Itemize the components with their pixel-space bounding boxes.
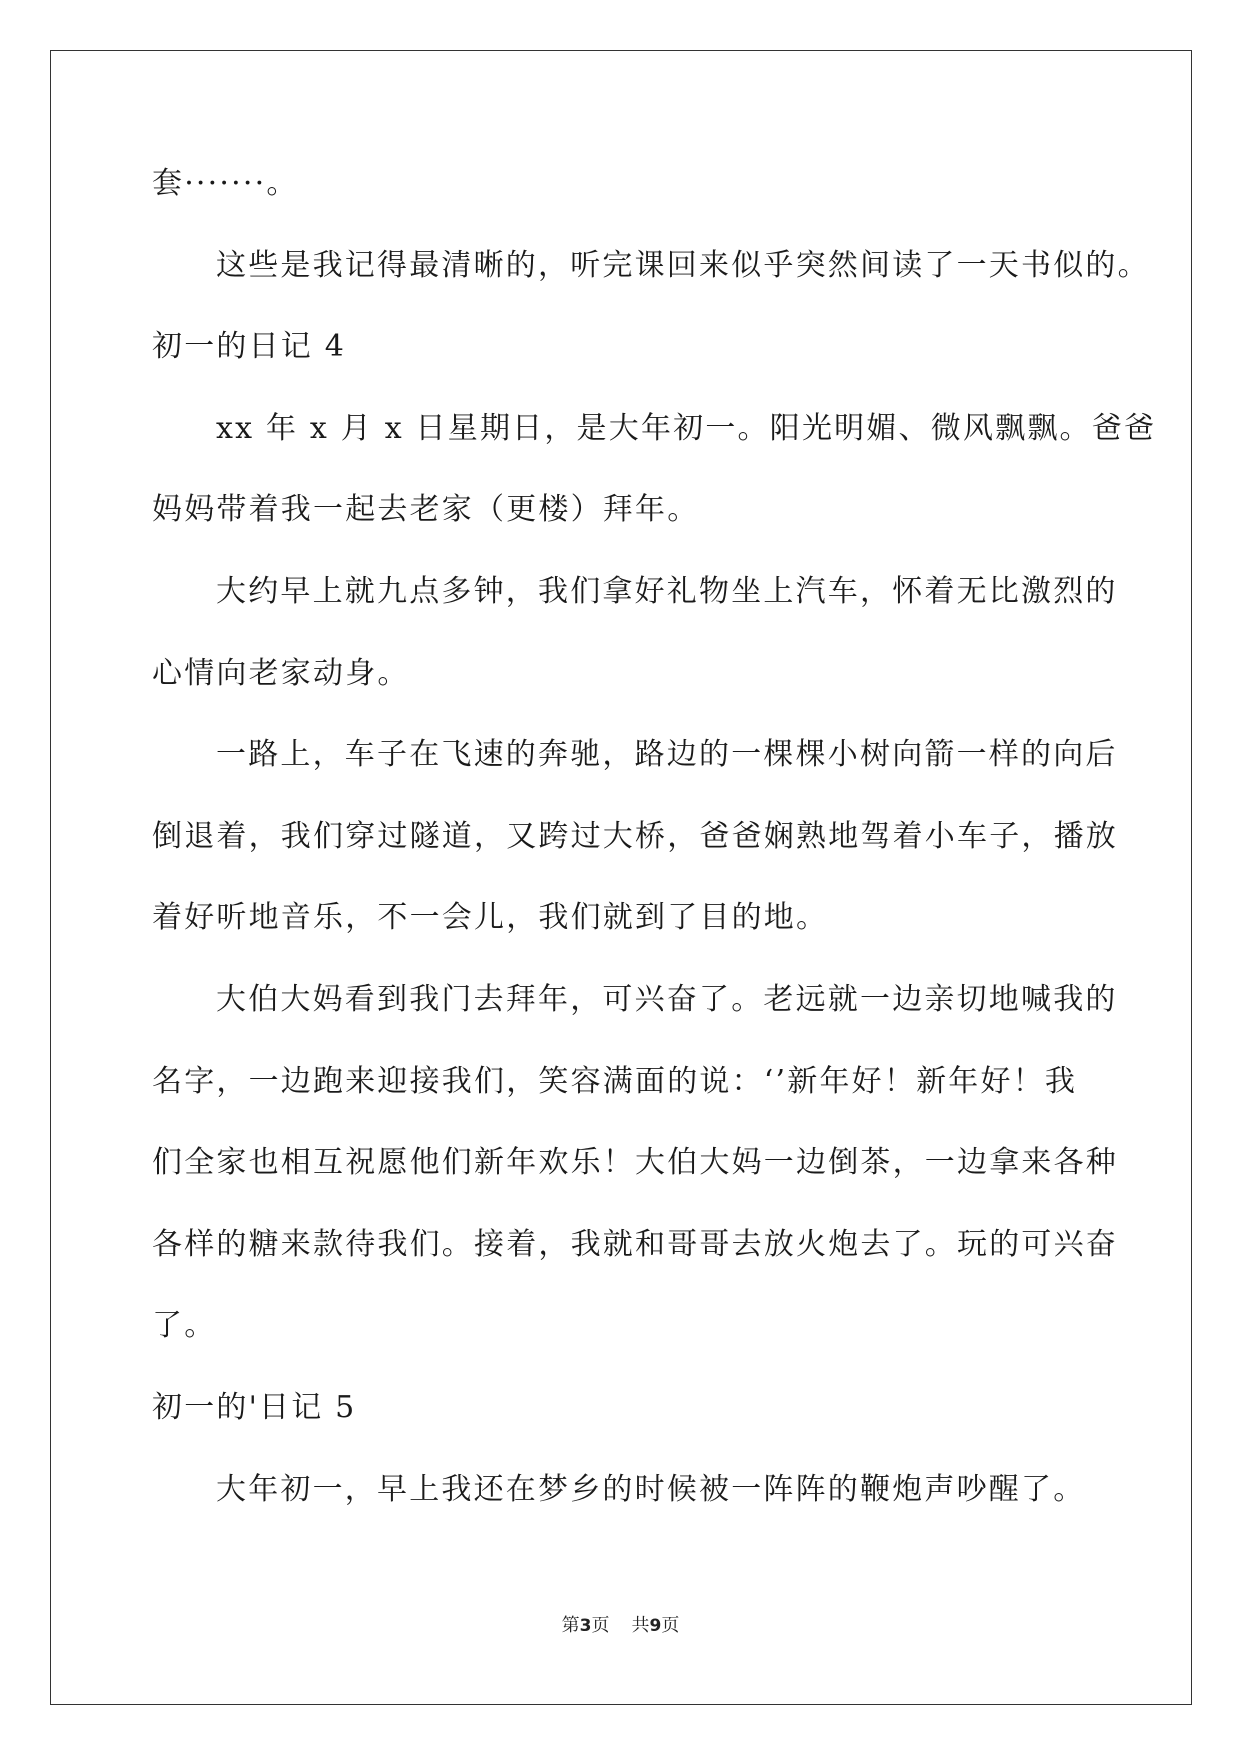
text-line: 名字，一边跑来迎接我们，笑容满面的说：‘’新年好！新年好！我	[152, 1063, 1078, 1099]
total-prefix: 共	[631, 1615, 650, 1636]
text-line: 各样的糖来款待我们。接着，我就和哥哥去放火炮去了。玩的可兴奋	[152, 1226, 1118, 1262]
text-line: 们全家也相互祝愿他们新年欢乐！大伯大妈一边倒茶，一边拿来各种	[152, 1145, 1118, 1181]
document-body	[152, 166, 1157, 1553]
total-pages: 9	[649, 1616, 662, 1636]
section-heading: 初一的日记 4	[152, 329, 347, 365]
paragraph-line: 大年初一，早上我还在梦乡的时候被一阵阵的鞭炮声吵醒了。	[216, 1471, 1086, 1507]
paragraph-line: 大约早上就九点多钟，我们拿好礼物坐上汽车，怀着无比激烈的	[216, 573, 1118, 609]
paragraph-line: 大伯大妈看到我门去拜年，可兴奋了。老远就一边亲切地喊我的	[216, 981, 1118, 1017]
paragraph-line: 这些是我记得最清晰的，听完课回来似乎突然间读了一天书似的。	[216, 247, 1150, 283]
text-line: 心情向老家动身。	[152, 655, 410, 691]
paragraph-line: 一路上，车子在飞速的奔驰，路边的一棵棵小树向箭一样的向后	[216, 737, 1118, 773]
page-number: 3	[579, 1616, 592, 1636]
total-suffix: 页	[661, 1615, 680, 1636]
text-line: 套·······。	[152, 166, 299, 201]
page-suffix: 页	[591, 1615, 610, 1636]
page-prefix: 第	[561, 1615, 580, 1636]
text-line: 了。	[152, 1308, 217, 1344]
section-heading: 初一的'日记 5	[152, 1389, 357, 1425]
paragraph-line: xx 年 x 月 x 日星期日，是大年初一。阳光明媚、微风飘飘。爸爸	[216, 410, 1157, 446]
text-line: 倒退着，我们穿过隧道，又跨过大桥，爸爸娴熟地驾着小车子，播放	[152, 818, 1118, 854]
text-line: 着好听地音乐，不一会儿，我们就到了目的地。	[152, 900, 829, 936]
text-line: 妈妈带着我一起去老家（更楼）拜年。	[152, 492, 700, 528]
page-footer	[0, 1611, 1241, 1637]
